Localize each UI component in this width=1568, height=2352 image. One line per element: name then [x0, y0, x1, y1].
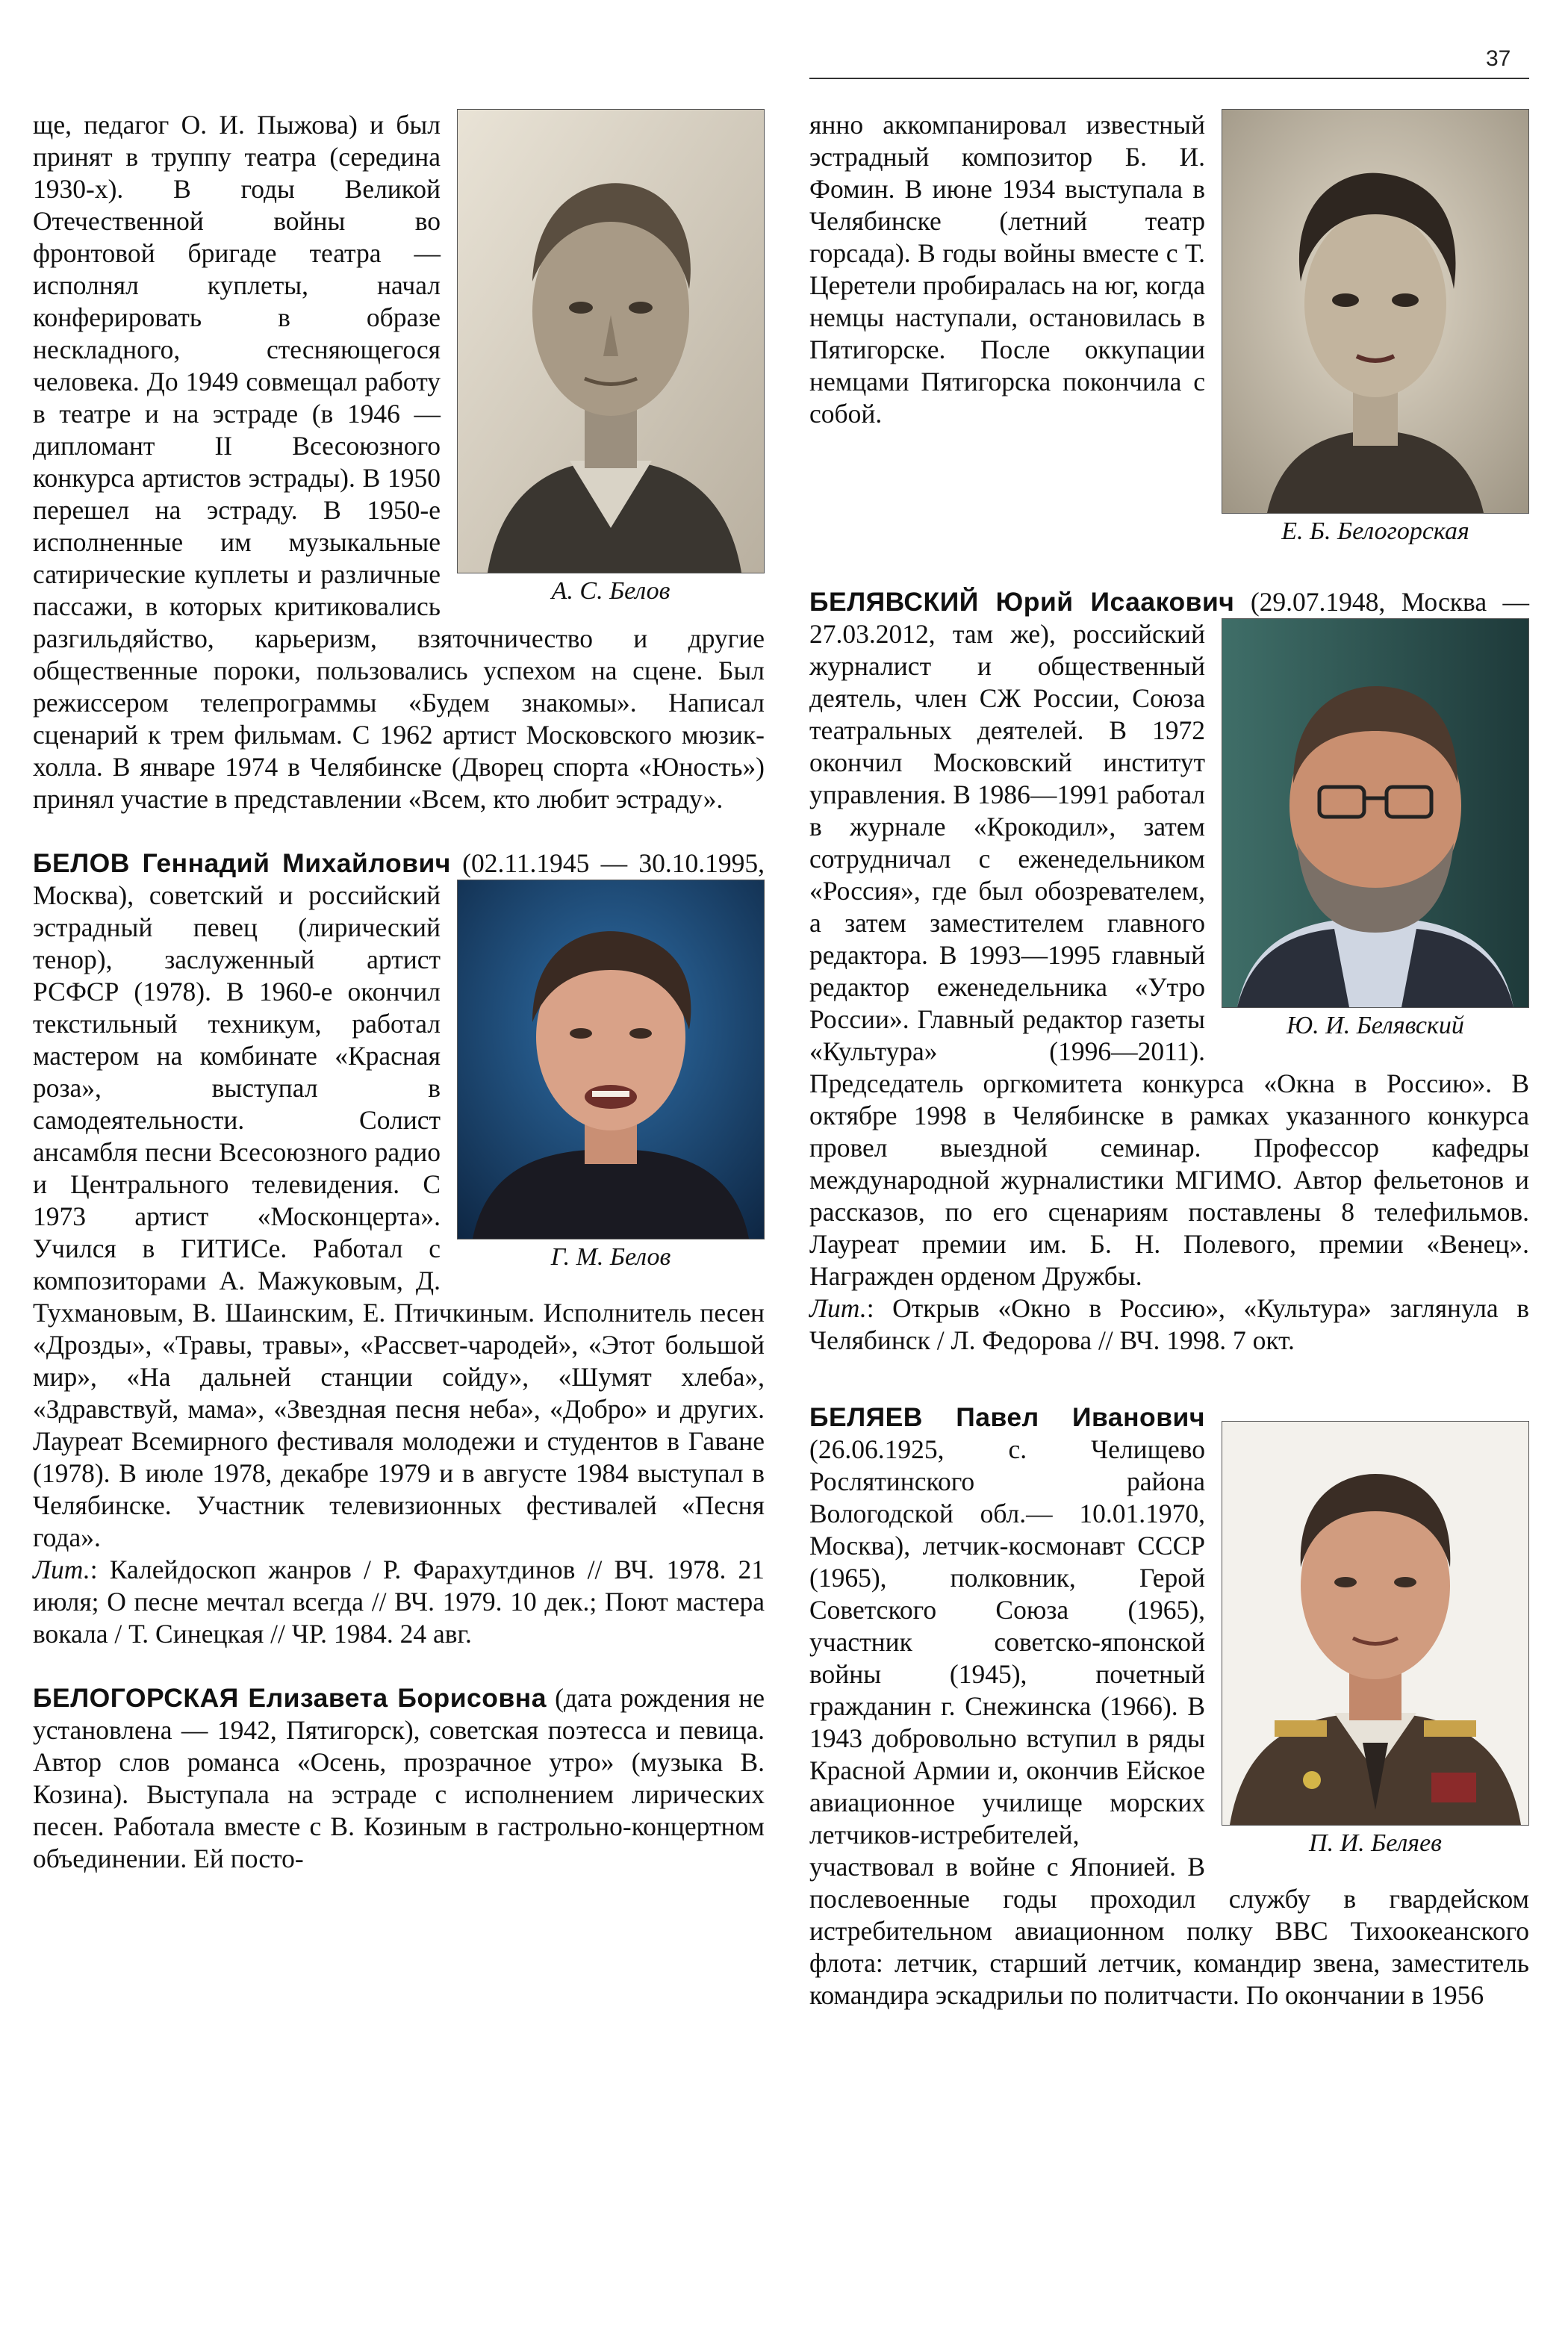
figure-belyaev	[1222, 1421, 1529, 1860]
caption-belov-gm: Г. М. Белов	[550, 1243, 671, 1271]
caption-belogorskaya: Е. Б. Белогорская	[1281, 517, 1469, 545]
entry-belov-as-continuation: ще, педагог О. И. Пыжова) и был принят в труппу театра (середина 1930-х). В годы Великой Отечественной войны во фронтовой бригаде театра — исполнял куплеты, начал конферировать в образе нескладного, стесняющегося человека. До 1949 совмещал работу в театре и на эстраде (в 1946 — дипломант II Всесоюзного конкурса артистов эстрады). В 1950 перешел на эстраду. В 1950-е исполненные им музыкальные сатирические куплеты и различные пассажи, в которых критиковались разгильдяйство, карьеризм, взяточничество и другие общественные пороки, пользовались успехом на сцене. Был режиссером телепрограммы «Будем знакомы». Написал сценарий к трем фильмам. С 1962 артист Московского мюзик-холла. В январе 1974 в Челябинске (Дворец спорта «Юность») принял участие в представлении «Всем, кто любит эстраду».	[33, 110, 765, 814]
lit-belyavsky	[809, 1292, 1529, 1357]
lit-text-belyavsky: : Открыв «Окно в Россию», «Культура» заглянула в Челябинск / Л. Федорова // ВЧ. 1998. 7 окт.	[809, 1293, 1529, 1355]
figure-belyavsky	[1222, 618, 1529, 1042]
figure-belov-as	[457, 109, 765, 608]
figure-belov-gm	[457, 880, 765, 1274]
header-rule	[809, 78, 1529, 79]
entry-belogorskaya	[33, 1682, 765, 1875]
photo-belyavsky	[1222, 618, 1529, 1008]
photo-belov-gm	[457, 880, 765, 1239]
lit-text-belov-gm: : Калейдоскоп жанров / Р. Фарахутдинов // ВЧ. 1978. 21 июля; О песне мечтал всегда // ВЧ. 1979. 10 дек.; Поют мастера вокала / Т. Синецкая // ЧР. 1984. 24 авг.	[33, 1555, 765, 1649]
page-number: 37	[1486, 46, 1511, 71]
right-column	[809, 109, 1529, 2012]
caption-belov-as: А. С. Белов	[551, 577, 671, 605]
entry-body-belyaev: (26.06.1925, с. Челищево Рослятинского района Вологодской обл.— 10.01.1970, Москва), летчик-космонавт СССР (1965), полковник, Герой Советского Союза (1965), участник советско-японской войны (1945), почетный гражданин г. Снежинска (1966). В 1943 добровольно вступил в ряды Красной Армии и, окончив Ейское авиационное училище морских летчиков-истребителей, участвовал в войне с Японией. В послевоенные годы проходил службу в гвардейском истребительном авиационном полку ВВС Тихоокеанского флота: летчик, старший летчик, командир звена, заместитель командира эскадрильи по политчасти. По окончании в 1956	[809, 1434, 1529, 2010]
headword-belogorskaya: БЕЛОГОРСКАЯ Елизавета Борисовна	[33, 1683, 547, 1713]
headword-belyaev: БЕЛЯЕВ Павел Иванович	[809, 1402, 1205, 1432]
lit-belov-gm	[33, 1554, 765, 1650]
photo-belogorskaya	[1222, 109, 1529, 514]
entry-body-belyavsky: (29.07.1948, Москва — 27.03.2012, там же), российский журналист и общественный деятель, член СЖ России, Союза театральных деятелей. В 1972 окончил Московский институт управления. В 1986—1991 работал в журнале «Крокодил», затем сотрудничал с еженедельником «Россия», где был обозревателем, а затем заместителем главного редактора. В 1993—1995 главный редактор еженедельника «Утро России». Главный редактор газеты «Культура» (1996—2011). Председатель оргкомитета конкурса «Окна в Россию». В октябре 1998 в Челябинске в рамках указанного конкурса провел выездной семинар. Профессор кафедры международной журналистики МГИМО. Автор фельетонов и рассказов, по его сценариям поставлены 8 телефильмов. Лауреат премии им. Б. Н. Полевого, премии «Венец». Награжден орденом Дружбы.	[809, 587, 1529, 1291]
headword-belov-gm: БЕЛОВ Геннадий Михайлович	[33, 848, 451, 878]
left-column	[33, 109, 765, 1875]
entry-belogorskaya-continuation: янно аккомпанировал известный эстрадный композитор Б. И. Фомин. В июне 1934 выступала в Челябинске (летний театр горсада). В годы войны вместе с Т. Церетели пробиралась на юг, когда немцы наступали, остановилась в Пятигорске. После оккупации немцами Пятигорска покончила с собой.	[809, 110, 1205, 429]
caption-belyaev: П. И. Беляев	[1309, 1829, 1442, 1857]
photo-belov-as	[457, 109, 765, 573]
entry-body-belov-gm: (02.11.1945 — 30.10.1995, Москва), советский и российский эстрадный певец (лирический тенор), заслуженный артист РСФСР (1978). В 1960-е окончил текстильный техникум, работал мастером на комбинате «Красная роза», выступал в самодеятельности. Солист ансамбля песни Всесоюзного радио и Центрального телевидения. С 1973 артист «Москонцерта». Учился в ГИТИСе. Работал с композиторами А. Мажуковым, Д. Тухмановым, В. Шаинским, Е. Птичкиным. Исполнитель песен «Дрозды», «Травы, травы», «Рассвет-чародей», «Этот большой мир», «На дальней станции сойду», «Шумят хлеба», «Здравствуй, мама», «Звездная песня неба», «Добро» и других. Лауреат Всемирного фестиваля молодежи и студентов в Гаване (1978). В июле 1978, декабре 1979 и в августе 1984 выступал в Челябинске. Участник телевизионных фестивалей «Песня года».	[33, 848, 765, 1552]
lit-label-belov-gm: Лит.	[33, 1555, 90, 1584]
caption-belyavsky: Ю. И. Белявский	[1287, 1012, 1464, 1039]
photo-belyaev	[1222, 1421, 1529, 1826]
figure-belogorskaya	[1222, 109, 1529, 548]
headword-belyavsky: БЕЛЯВСКИЙ Юрий Исаакович	[809, 587, 1235, 617]
entry-body-belogorskaya: (дата рождения не установлена — 1942, Пятигорск), советская поэтесса и певица. Автор слов романса «Осень, прозрачное утро» (музыка В. Козина). Выступала на эстраде с исполнением лирических песен. Работала вместе с В. Козиным в гастрольно-концертном объединении. Ей посто-	[33, 1683, 765, 1873]
lit-label-belyavsky: Лит.	[809, 1293, 867, 1323]
